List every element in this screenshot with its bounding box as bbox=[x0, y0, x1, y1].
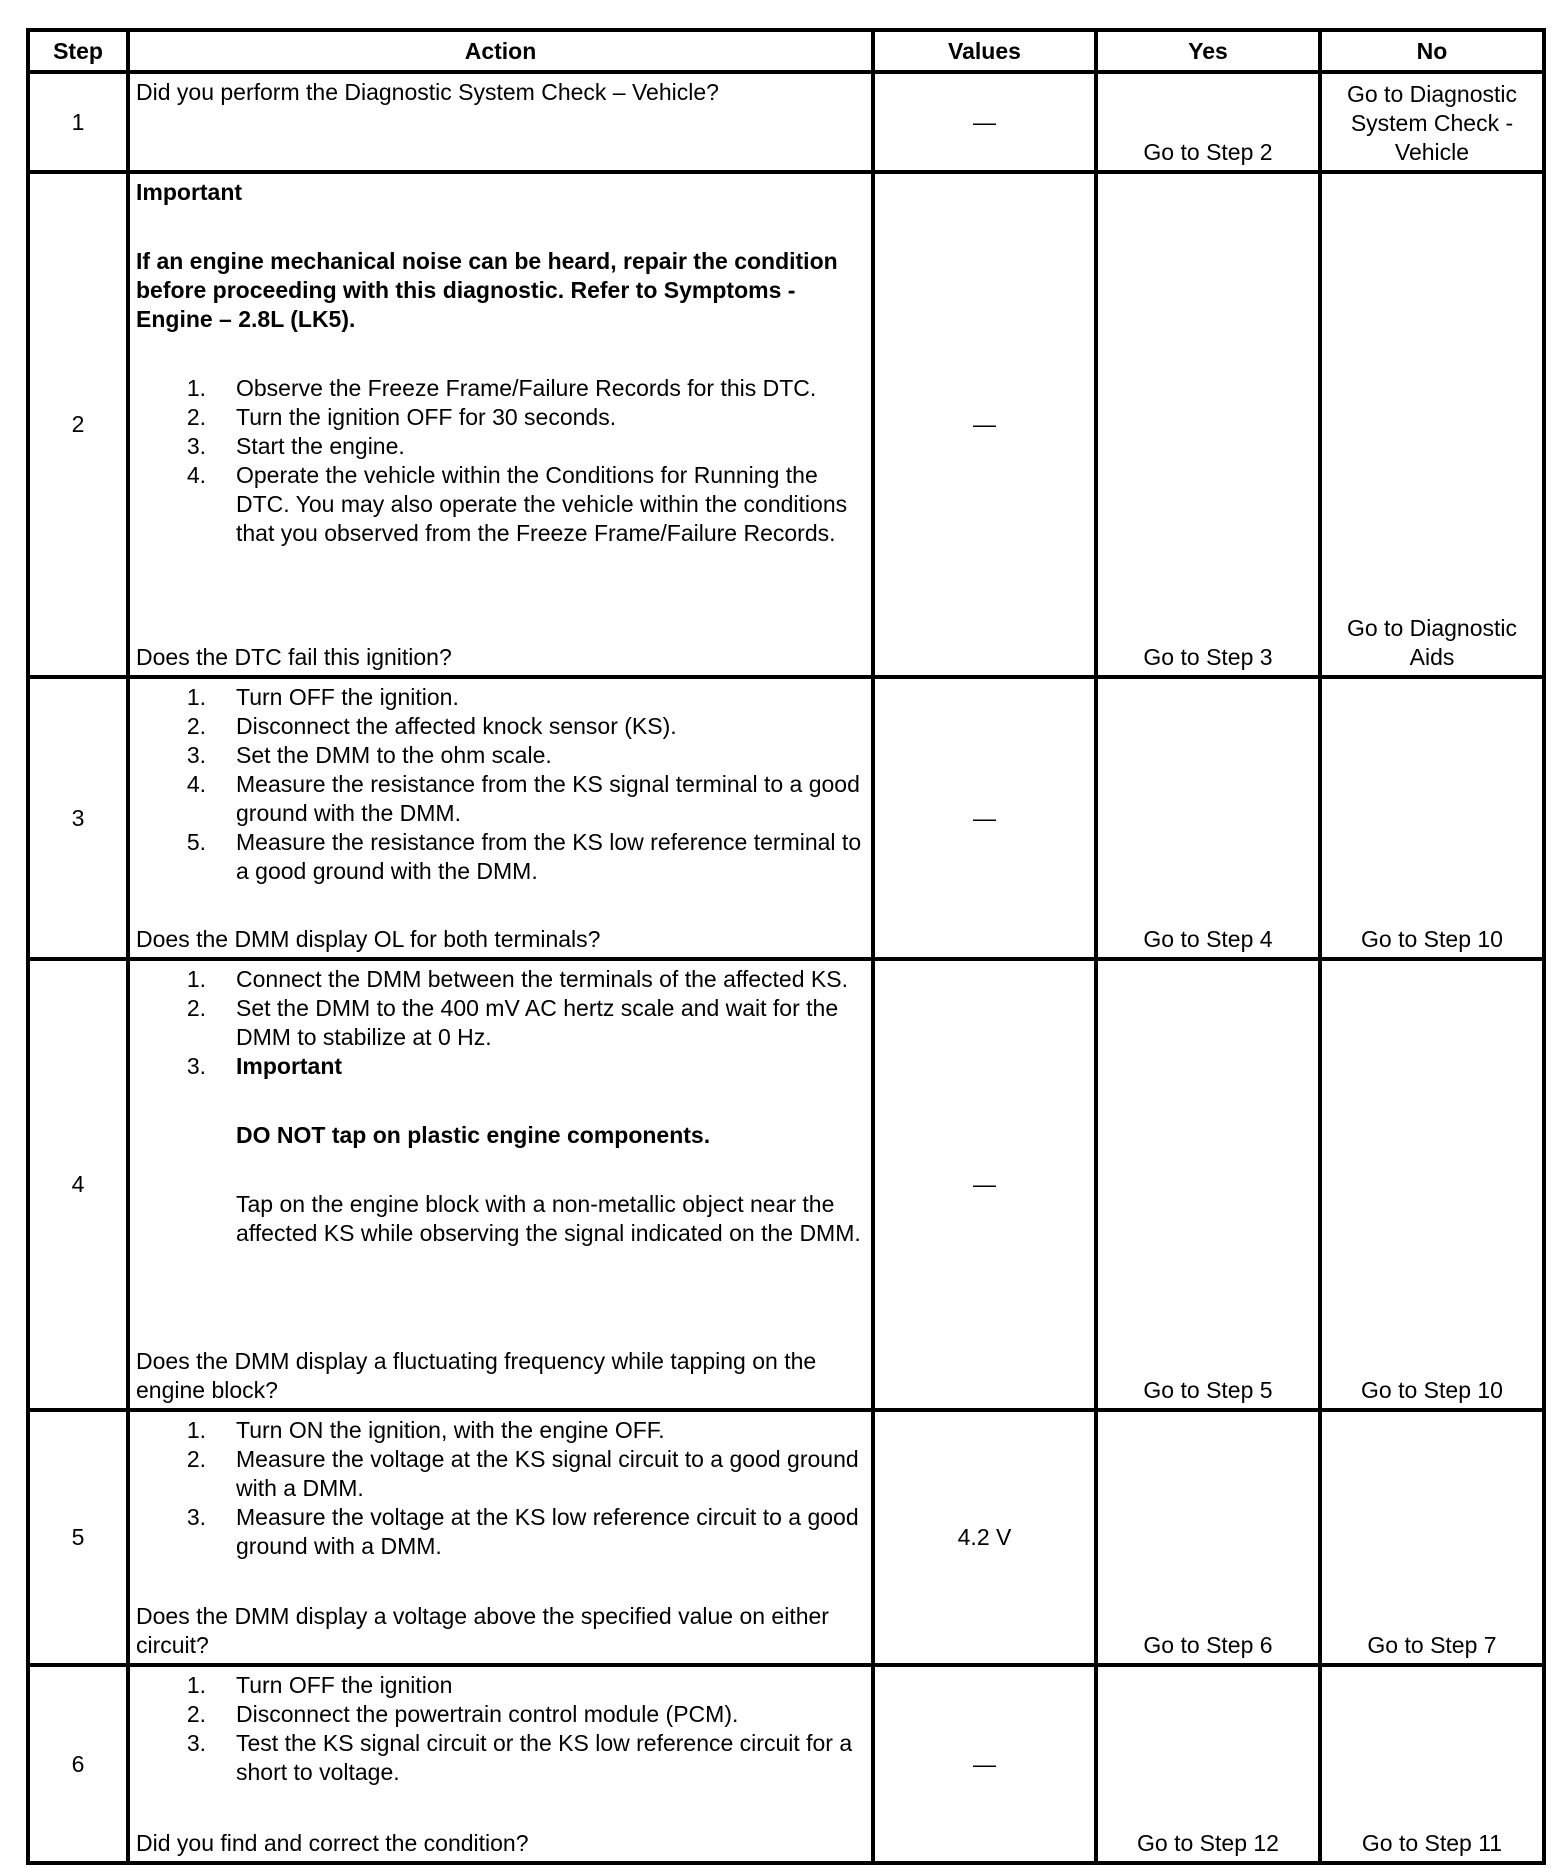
list-item: 2. Turn the ignition OFF for 30 seconds. bbox=[186, 404, 617, 430]
step-instruction: Tap on the engine block with a non-metallic object near the affected KS while observing the signal indicated on the DMM. bbox=[236, 1191, 861, 1246]
values-cell: — bbox=[873, 959, 1096, 1410]
no-cell bbox=[1320, 677, 1544, 959]
table-row-step-4 bbox=[28, 959, 1544, 1410]
no-link: Go to Step 10 bbox=[1361, 926, 1503, 952]
list-item: 2. Measure the voltage at the KS signal circuit to a good ground with a DMM. bbox=[186, 1446, 859, 1501]
list-item: 2. Set the DMM to the 400 mV AC hertz scale and wait for the DMM to stabilize at 0 Hz. bbox=[186, 995, 839, 1050]
action-cell bbox=[128, 1410, 873, 1665]
values-cell: — bbox=[873, 172, 1096, 677]
list-item: 1. Connect the DMM between the terminals of the affected KS. bbox=[186, 966, 848, 992]
yes-link: Go to Step 4 bbox=[1143, 926, 1273, 952]
list-item: 2. Disconnect the affected knock sensor (KS). bbox=[186, 713, 677, 739]
no-cell bbox=[1320, 72, 1544, 172]
header-no: No bbox=[1320, 30, 1544, 72]
action-question: Does the DMM display a fluctuating frequency while tapping on the engine block? bbox=[136, 1348, 817, 1403]
action-cell bbox=[128, 72, 873, 172]
yes-cell bbox=[1096, 172, 1320, 677]
action-cell bbox=[128, 1665, 873, 1863]
no-link: Go to Step 11 bbox=[1361, 1830, 1503, 1856]
list-item: 3. Start the engine. bbox=[186, 433, 405, 459]
list-item: 3. Set the DMM to the ohm scale. bbox=[186, 742, 552, 768]
action-steps bbox=[136, 1671, 865, 1787]
table-row-step-5 bbox=[28, 1410, 1544, 1665]
no-cell bbox=[1320, 959, 1544, 1410]
action-question: Does the DMM display OL for both terminals? bbox=[136, 926, 601, 952]
important-title: Important bbox=[236, 1053, 343, 1079]
yes-cell bbox=[1096, 1410, 1320, 1665]
values-cell: — bbox=[873, 1665, 1096, 1863]
values-cell: — bbox=[873, 677, 1096, 959]
no-cell bbox=[1320, 1665, 1544, 1863]
step-number: 1 bbox=[28, 72, 128, 172]
yes-cell bbox=[1096, 72, 1320, 172]
important-warning: DO NOT tap on plastic engine components. bbox=[236, 1122, 711, 1148]
yes-cell bbox=[1096, 677, 1320, 959]
list-item: 1. Turn OFF the ignition bbox=[186, 1672, 453, 1698]
list-item: 4. Operate the vehicle within the Conditions for Running the DTC. You may also operate the vehicle within the conditions that you observed from the Freeze Frame/Failure Records. bbox=[186, 462, 848, 546]
yes-link: Go to Step 2 bbox=[1143, 139, 1273, 165]
step-number: 5 bbox=[28, 1410, 128, 1665]
important-title: Important bbox=[136, 179, 243, 205]
header-action: Action bbox=[128, 30, 873, 72]
values-cell: 4.2 V bbox=[873, 1410, 1096, 1665]
action-cell bbox=[128, 172, 873, 677]
step-number: 3 bbox=[28, 677, 128, 959]
list-item: 1. Turn OFF the ignition. bbox=[186, 684, 459, 710]
header-step: Step bbox=[28, 30, 128, 72]
yes-cell bbox=[1096, 959, 1320, 1410]
list-item: 3. Test the KS signal circuit or the KS low reference circuit for a short to voltage. bbox=[186, 1730, 853, 1785]
yes-link: Go to Step 5 bbox=[1143, 1377, 1273, 1403]
no-cell bbox=[1320, 1410, 1544, 1665]
yes-link: Go to Step 6 bbox=[1143, 1632, 1273, 1658]
header-yes: Yes bbox=[1096, 30, 1320, 72]
yes-link: Go to Step 12 bbox=[1137, 1830, 1279, 1856]
step-number: 6 bbox=[28, 1665, 128, 1863]
list-item: 3. Important DO NOT tap on plastic engine components. Tap on the engine block with a non-metallic object near the affected KS while observing the signal indicated on the DMM. bbox=[136, 1052, 865, 1248]
no-link: Go to Step 10 bbox=[1361, 1377, 1503, 1403]
step-number: 4 bbox=[28, 959, 128, 1410]
action-question: Did you perform the Diagnostic System Check – Vehicle? bbox=[136, 79, 719, 105]
header-row bbox=[28, 30, 1544, 72]
table-row-step-1 bbox=[28, 72, 1544, 172]
table-row-step-6 bbox=[28, 1665, 1544, 1863]
no-link: Go to Step 7 bbox=[1367, 1632, 1497, 1658]
diagnostic-table bbox=[26, 28, 1546, 1865]
no-link: Go to Diagnostic Aids bbox=[1346, 615, 1518, 670]
action-steps bbox=[136, 1416, 865, 1561]
yes-link: Go to Step 3 bbox=[1143, 644, 1273, 670]
list-item: 4. Measure the resistance from the KS signal terminal to a good ground with the DMM. bbox=[186, 771, 860, 826]
action-question: Does the DMM display a voltage above the specified value on either circuit? bbox=[136, 1603, 829, 1658]
list-item: 3. Measure the voltage at the KS low reference circuit to a good ground with a DMM. bbox=[186, 1504, 859, 1559]
action-steps bbox=[136, 965, 865, 1248]
list-item: 1. Observe the Freeze Frame/Failure Records for this DTC. bbox=[186, 375, 817, 401]
action-steps bbox=[136, 683, 865, 886]
no-link: Go to Diagnostic System Check - Vehicle bbox=[1346, 81, 1518, 165]
action-cell bbox=[128, 959, 873, 1410]
action-steps bbox=[136, 374, 865, 548]
important-text: If an engine mechanical noise can be heard, repair the condition before proceeding with this diagnostic. Refer to Symptoms - Engine – 2.8L (LK5). bbox=[136, 248, 838, 332]
table-row-step-2 bbox=[28, 172, 1544, 677]
values-cell: — bbox=[873, 72, 1096, 172]
no-cell bbox=[1320, 172, 1544, 677]
list-item: 5. Measure the resistance from the KS low reference terminal to a good ground with the DMM. bbox=[186, 829, 862, 884]
action-question: Does the DTC fail this ignition? bbox=[136, 644, 452, 670]
step-number: 2 bbox=[28, 172, 128, 677]
header-values: Values bbox=[873, 30, 1096, 72]
action-question: Did you find and correct the condition? bbox=[136, 1830, 529, 1856]
action-cell bbox=[128, 677, 873, 959]
list-item: 1. Turn ON the ignition, with the engine OFF. bbox=[186, 1417, 665, 1443]
table-row-step-3 bbox=[28, 677, 1544, 959]
list-item: 2. Disconnect the powertrain control module (PCM). bbox=[186, 1701, 739, 1727]
yes-cell bbox=[1096, 1665, 1320, 1863]
